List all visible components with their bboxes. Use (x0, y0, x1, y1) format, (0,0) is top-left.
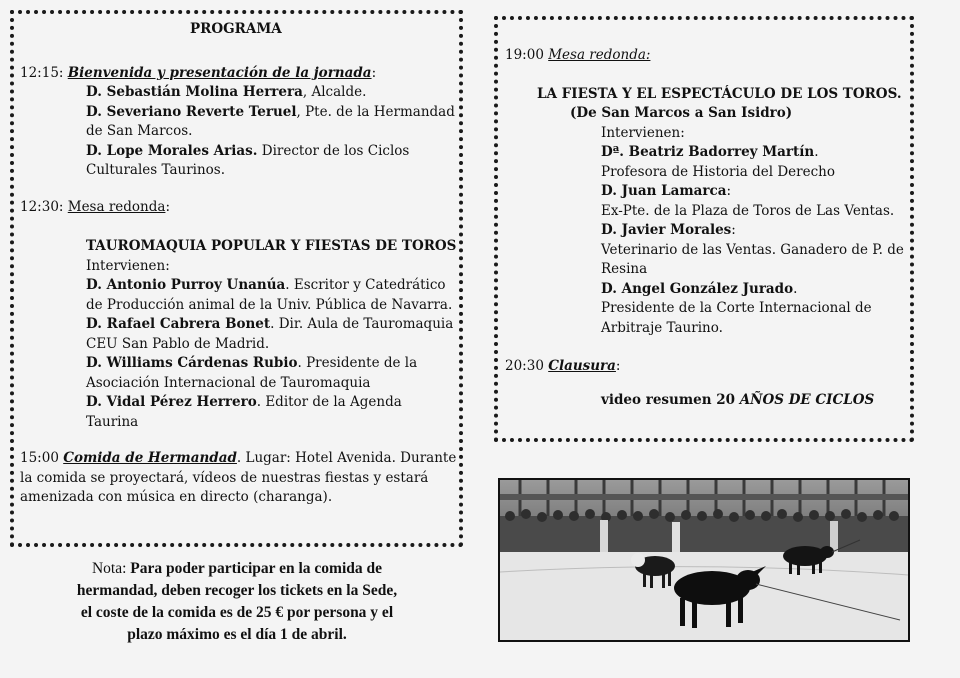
speaker-javier-morales-role: Veterinario de las Ventas. Ganadero de P. de (601, 241, 904, 258)
session-colon: : (371, 64, 377, 81)
speaker-morales-arias-role: Culturales Taurinos. (86, 162, 226, 178)
note-block (26, 558, 448, 646)
session-time: 19:00 (505, 47, 549, 63)
speaker-perez (20, 393, 460, 413)
speaker-name: D. Sebastián Molina Herrera (86, 84, 303, 100)
session-title: Clausura (548, 358, 616, 374)
crowd (500, 509, 908, 554)
roundtable-subtopic: (De San Marcos a San Isidro) (570, 105, 793, 121)
speaker-gonzalez (505, 280, 910, 300)
session-title: Mesa redonda: (548, 47, 651, 63)
speaker-role: . Editor de la Agenda (256, 394, 402, 410)
speaker-role: . Escritor y Catedrático (285, 277, 446, 293)
session-1215 (20, 64, 460, 84)
speaker-punct: . (814, 144, 819, 160)
program-right-content (505, 46, 910, 410)
session-time: 12:15: (20, 64, 64, 81)
speaker-purroy (20, 276, 460, 296)
speaker-name: D. Javier Morales (601, 222, 732, 238)
note-text-1: Para poder participar en la comida de (130, 560, 383, 577)
speaker-lamarca-role: Ex-Pte. de la Plaza de Toros de Las Ventas. (601, 202, 895, 219)
speaker-name: D. Severiano Reverte Teruel (86, 103, 297, 120)
speaker-name: D. Vidal Pérez Herrero (86, 394, 257, 410)
intervienen-label: Intervienen: (86, 257, 170, 274)
speaker-role: . Presidente de la (297, 355, 418, 371)
note-line-3: el coste de la comida es de 25 € por persona y el (80, 604, 394, 621)
session-time: 15:00 (20, 450, 64, 466)
intervienen-label: Intervienen: (601, 124, 685, 141)
session-title: Mesa redonda (67, 198, 166, 215)
session-colon: : (615, 358, 621, 374)
session-1900 (505, 46, 910, 66)
speaker-punct: : (731, 222, 736, 238)
roundtable-topic: LA FIESTA Y EL ESPECTÁCULO DE LOS TOROS. (537, 85, 902, 102)
closing-video-emphasis: AÑOS DE CICLOS (739, 391, 875, 408)
session-1230 (20, 198, 460, 218)
speaker-punct: . (793, 280, 798, 297)
speaker-role: , Pte. de la Hermandad (296, 103, 455, 120)
speaker-molina (20, 83, 460, 103)
session-title: Comida de Hermandad (63, 450, 237, 466)
session-text: . Lugar: Hotel Avenida. Durante (236, 450, 457, 466)
speaker-role: . Dir. Aula de Tauromaquia (270, 316, 454, 332)
speaker-cabrera (20, 315, 460, 335)
note-label: Nota: (91, 560, 131, 577)
speaker-punct: : (726, 183, 732, 199)
session-2030 (505, 357, 910, 377)
speaker-badorrey-role: Profesora de Historia del Derecho (601, 163, 835, 180)
bullring-photo-illustration (500, 480, 908, 640)
speaker-name: D. Williams Cárdenas Rubio (86, 355, 298, 371)
closing-video (505, 391, 910, 411)
roundtable-topic: TAUROMAQUIA POPULAR Y FIESTAS DE TOROS (86, 238, 457, 254)
speaker-perez-role: Taurina (86, 413, 139, 430)
speaker-role: Director de los Ciclos (257, 142, 410, 159)
session-colon: : (165, 198, 170, 215)
speaker-role: , Alcalde. (302, 84, 367, 100)
speaker-badorrey (505, 143, 910, 163)
speaker-name: D. Rafael Cabrera Bonet (86, 316, 271, 332)
closing-video-text: video resumen 20 (601, 391, 740, 408)
speaker-name: D. Juan Lamarca (601, 183, 727, 199)
speaker-reverte (20, 103, 460, 123)
speaker-name: D. Lope Morales Arias. (86, 142, 258, 159)
session-time: 20:30 (505, 358, 549, 374)
note-line-2: hermandad, deben recoger los tickets en la Sede, (76, 582, 398, 599)
speaker-lamarca (505, 182, 910, 202)
program-title: PROGRAMA (190, 21, 282, 37)
session-title: Bienvenida y presentación de la jornada (67, 64, 372, 81)
speaker-cardenas-role: Asociación Internacional de Tauromaquia (86, 374, 371, 391)
speaker-purroy-role: de Producción animal de la Univ. Pública de Navarra. (86, 296, 453, 313)
speaker-name: D. Angel González Jurado (601, 280, 794, 297)
session-time: 12:30: (20, 198, 68, 215)
session-1500 (20, 449, 460, 469)
speaker-javier-morales (505, 221, 910, 241)
speaker-gonzalez-role-2: Arbitraje Taurino. (601, 319, 723, 336)
session-1500-text-3: amenizada con música en directo (charanga). (20, 489, 333, 505)
note-line-1 (26, 558, 448, 580)
program-left-content (20, 20, 460, 508)
session-1500-text-2: la comida se proyectará, vídeos de nuestras fiestas y estará (20, 469, 429, 486)
speaker-gonzalez-role: Presidente de la Corte Internacional de (601, 300, 872, 316)
speaker-reverte-role: de San Marcos. (86, 123, 193, 139)
speaker-cardenas (20, 354, 460, 374)
speaker-javier-morales-role-2: Resina (601, 261, 648, 277)
note-line-4: plazo máximo es el día 1 de abril. (127, 626, 347, 643)
speaker-cabrera-role: CEU San Pablo de Madrid. (86, 335, 270, 352)
speaker-name: Dª. Beatriz Badorrey Martín (601, 144, 815, 160)
bullring-photo (498, 478, 910, 642)
speaker-morales-arias (20, 142, 460, 162)
speaker-name: D. Antonio Purroy Unanúa (86, 277, 286, 293)
fence-rail (500, 494, 908, 500)
